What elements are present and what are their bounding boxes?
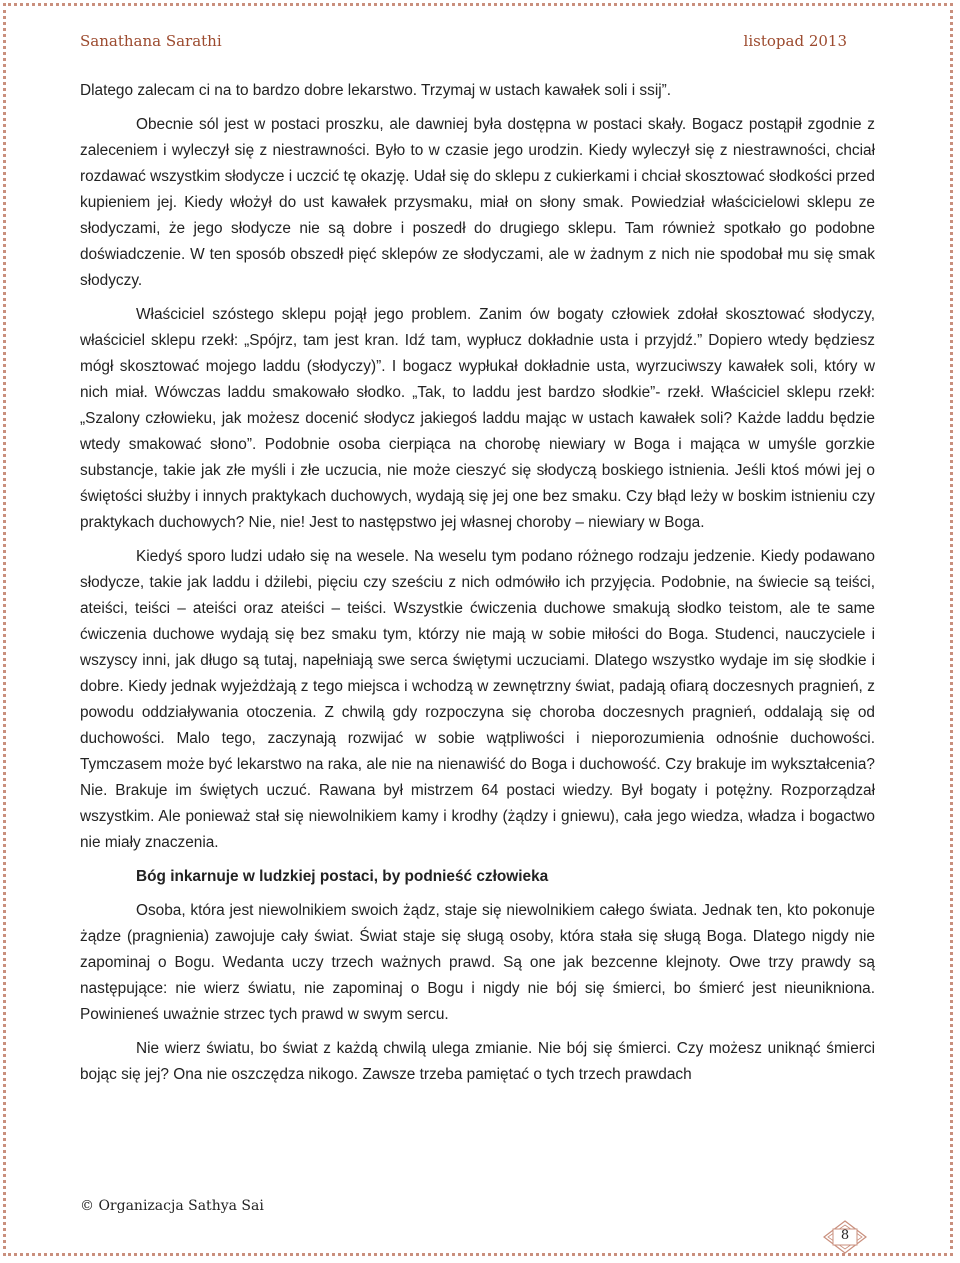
copyright-footer: © Organizacja Sathya Sai xyxy=(80,1198,264,1214)
paragraph: Nie wierz światu, bo świat z każdą chwilą ulega zmianie. Nie bój się śmierci. Czy możesz uniknąć śmierci bojąc się jej? Ona nie oszczędza nikogo. Zawsze trzeba pamiętać o tych trzech prawdach xyxy=(80,1040,875,1083)
page-header xyxy=(80,32,847,56)
article-body xyxy=(80,78,875,1096)
page-number-badge xyxy=(822,1219,868,1255)
paragraph: Właściciel szóstego sklepu pojął jego problem. Zanim ów bogaty człowiek zdołał skosztować słodyczy, właściciel sklepu rzekł: „Spójrz, tam jest kran. Idź tam, wypłucz dokładnie usta i przyjdź.” Dopiero wtedy będziesz mógł skosztować mojego laddu (słodyczy)”. I bogacz wypłukał dokładnie usta, wyrzuciwszy kawałek soli, który w nich miał. Wówczas laddu smakowało słodko. „Tak, to laddu jest bardzo słodkie”- rzekł. Właściciel sklepu rzekł: „Szalony człowieku, jak możesz docenić słodycz jakiegoś laddu mając w ustach kawałek soli? Każde laddu będzie wtedy smakować słono”. Podobnie osoba cierpiąca na chorobę niewiary w Boga i mająca w umyśle gorzkie substancje, takie jak złe myśli i złe uczucia, nie może cieszyć się słodyczą boskiego istnienia. Jeśli ktoś mówi jej o świętości służby i innych praktykach duchowych, wydają się jej one bez smaku. Czy błąd leży w boskim istnieniu czy praktykach duchowych? Nie, nie! Jest to następstwo jej własnej choroby – niewiary w Boga. xyxy=(80,306,875,531)
paragraph: Kiedyś sporo ludzi udało się na wesele. Na weselu tym podano różnego rodzaju jedzenie. Kiedy podawano słodycze, takie jak laddu i dżilebi, pięciu czy sześciu z nich odmówiło ich przyjęcia. Podobnie, na świecie są teiści, ateiści, teiści – ateiści oraz ateiści – teiści. Wszystkie ćwiczenia duchowe smakują słodko teistom, ale te same ćwiczenia duchowe wydają się bez smaku tym, którzy nie mają w sobie miłości do Boga. Studenci, nauczyciele i wszyscy inni, jak długo są tutaj, napełniają swe serca świętymi uczuciami. Dlatego wszystko wydaje im się słodkie i dobre. Kiedy jednak wyjeżdżają z tego miejsca i wchodzą w zewnętrzny świat, padają ofiarą doczesnych pragnień, z powodu oddziaływania otoczenia. Z chwilą gdy rozpoczyna się choroba doczesnych pragnień, oddalają się od duchowości. Malo tego, zaczynają rozwijać w sobie wątpliwości i nieporozumienia odnośnie duchowości. Tymczasem może być lekarstwo na raka, ale nie na nienawiść do Boga i duchowość. Czy brakuje im wykształcenia? Nie. Brakuje im świętych uczuć. Rawana był mistrzem 64 postaci wiedzy. Był bogaty i potężny. Rozporządzał wszystkim. Ale ponieważ stał się niewolnikiem kamy i krodhy (żądzy i gniewu), cała jego wiedza, władza i bogactwo nie miały znaczenia. xyxy=(80,548,875,851)
issue-date: listopad 2013 xyxy=(743,32,847,50)
paragraph: Dlatego zalecam ci na to bardzo dobre lekarstwo. Trzymaj w ustach kawałek soli i ssij”. xyxy=(80,82,672,99)
page-number: 8 xyxy=(840,1228,850,1243)
magazine-title: Sanathana Sarathi xyxy=(80,32,222,50)
paragraph: Osoba, która jest niewolnikiem swoich żądz, staje się niewolnikiem całego świata. Jednak ten, kto pokonuje żądze (pragnienia) zawojuje cały świat. Świat staje się sługą osoby, która stała się sługą Boga. Dlatego nigdy nie zapominaj o Bogu. Wedanta uczy trzech ważnych prawd. Są one jak bezcenne klejnoty. Owe trzy prawdy są następujące: nie wierz światu, nie zapominaj o Bogu i nigdy nie bój się śmierci, bo śmierć jest nieunikniona. Powinieneś uważnie strzec tych prawd w swym sercu. xyxy=(80,902,875,1023)
section-heading: Bóg inkarnuje w ludzkiej postaci, by podnieść człowieka xyxy=(136,868,549,885)
paragraph: Obecnie sól jest w postaci proszku, ale dawniej była dostępna w postaci skały. Bogacz postąpił zgodnie z zaleceniem i wyleczył się z niestrawności. Było to w czasie jego urodzin. Kiedy wyleczył się z niestrawności, chciał rozdawać wszystkim słodycze i uczcić tę okazję. Udał się do sklepu z cukierkami i chciał skosztować słodkości przed kupieniem jej. Kiedy włożył do ust kawałek przysmaku, miał on słony smak. Powiedział właścicielowi sklepu ze słodyczami, że jego słodycze nie są dobre i poszedł do drugiego sklepu. Tam również spotkało go podobne doświadczenie. W ten sposób obszedł pięć sklepów ze słodyczami, ale w żadnym z nich nie spodobał mu się smak słodyczy. xyxy=(80,116,875,289)
